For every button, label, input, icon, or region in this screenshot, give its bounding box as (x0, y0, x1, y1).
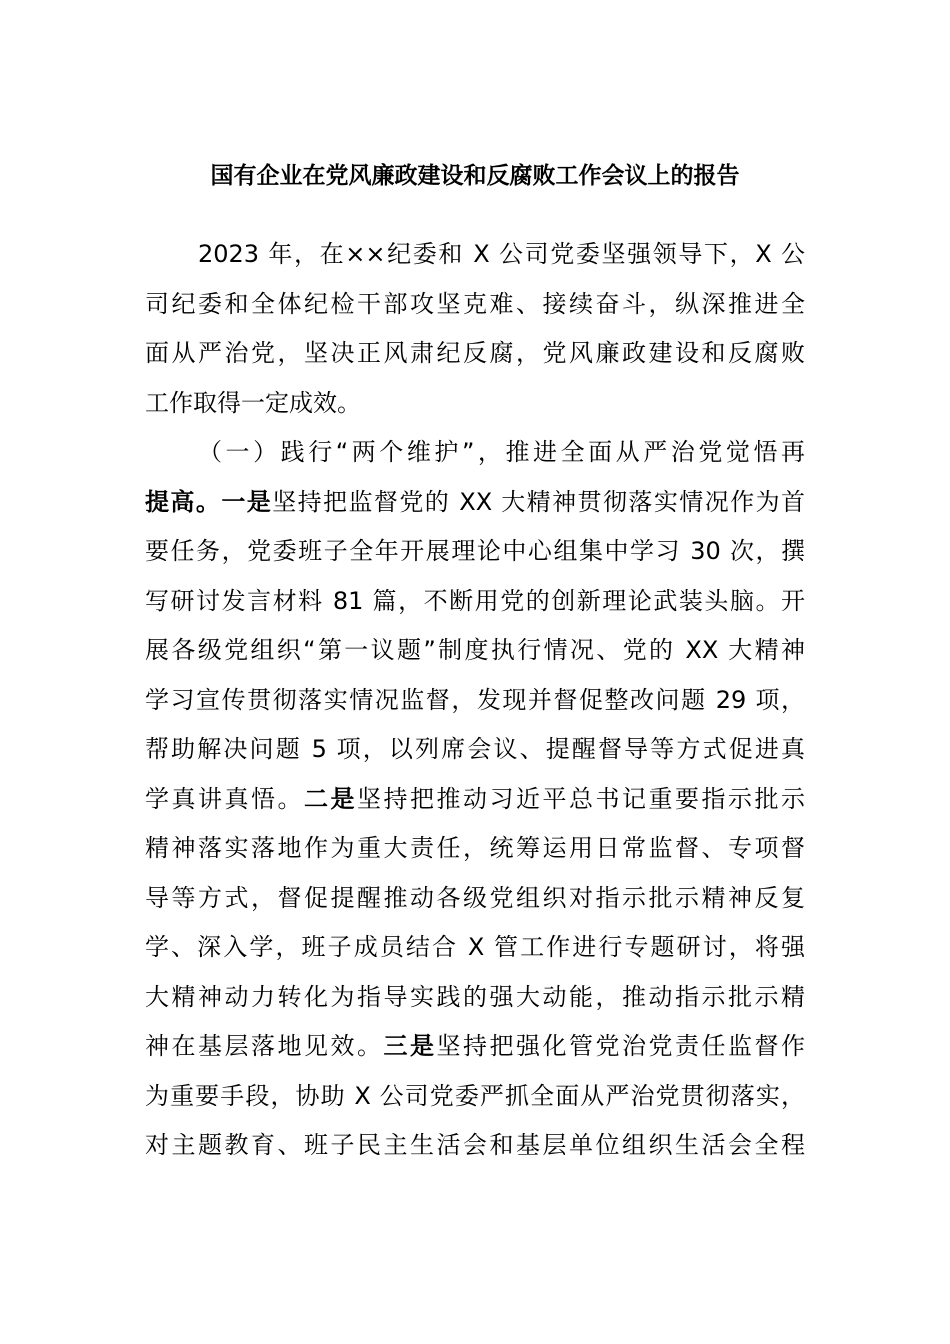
paragraph-2-line-2 (145, 478, 805, 528)
paragraph-1-line-3: 面从严治党，坚决正风肃纪反腐，党风廉政建设和反腐败 (145, 339, 805, 367)
paragraph-2-line-12: 大精神动力转化为指导实践的强大动能，推动指示批示精 (145, 982, 805, 1011)
paragraph-2-line-8 (145, 775, 805, 825)
paragraph-2-line-8-start: 学真讲真悟。 (145, 784, 304, 813)
marker-second: 二是 (304, 784, 357, 813)
paragraph-2-line-2-text: 坚持把监督党的 XX 大精神贯彻落实情况作为首 (272, 487, 806, 516)
paragraph-2-line-7: 帮助解决问题 5 项，以列席会议、提醒督导等方式促进真 (145, 735, 805, 763)
paragraph-1-line-1: 2023 年，在××纪委和 X 公司党委坚强领导下，X 公 (198, 240, 805, 268)
paragraph-2-line-4: 写研讨发言材料 81 篇，不断用党的创新理论武装头脑。开 (145, 586, 805, 615)
marker-first: 一是 (221, 487, 273, 516)
paragraph-1-line-4: 工作取得一定成效。 (145, 388, 361, 417)
section-heading-line-1: （一）践行“两个维护”，推进全面从严治党觉悟再 (198, 438, 805, 466)
document-body (145, 230, 805, 1171)
paragraph-2-line-14: 为重要手段，协助 X 公司党委严抓全面从严治党贯彻落实， (145, 1081, 805, 1110)
paragraph-2-line-13-text: 坚持把强化管党治党责任监督作 (436, 1032, 805, 1060)
paragraph-2-line-10: 导等方式，督促提醒推动各级党组织对指示批示精神反复 (145, 883, 805, 912)
paragraph-1-line-2: 司纪委和全体纪检干部攻坚克难、接续奋斗，纵深推进全 (145, 289, 805, 318)
paragraph-2-line-15: 对主题教育、班子民主生活会和基层单位组织生活会全程 (145, 1131, 805, 1159)
paragraph-2-line-13-start: 神在基层落地见效。 (145, 1032, 384, 1060)
section-heading-line-2: 提高。 (145, 487, 222, 516)
paragraph-2-line-3: 要任务，党委班子全年开展理论中心组集中学习 30 次，撰 (145, 537, 805, 565)
document-title: 国有企业在党风廉政建设和反腐败工作会议上的报告 (210, 163, 740, 189)
marker-third: 三是 (383, 1032, 437, 1060)
paragraph-2-line-9: 精神落实落地作为重大责任，统筹运用日常监督、专项督 (145, 834, 805, 862)
paragraph-2-line-6: 学习宣传贯彻落实情况监督，发现并督促整改问题 29 项， (145, 685, 805, 714)
paragraph-2-line-5: 展各级党组织“第一议题”制度执行情况、党的 XX 大精神 (145, 636, 805, 664)
paragraph-2-line-11: 学、深入学，班子成员结合 X 管工作进行专题研讨，将强 (145, 933, 805, 961)
paragraph-2-line-13 (145, 1022, 805, 1072)
paragraph-2-line-8-text: 坚持把推动习近平总书记重要指示批示 (357, 784, 805, 813)
